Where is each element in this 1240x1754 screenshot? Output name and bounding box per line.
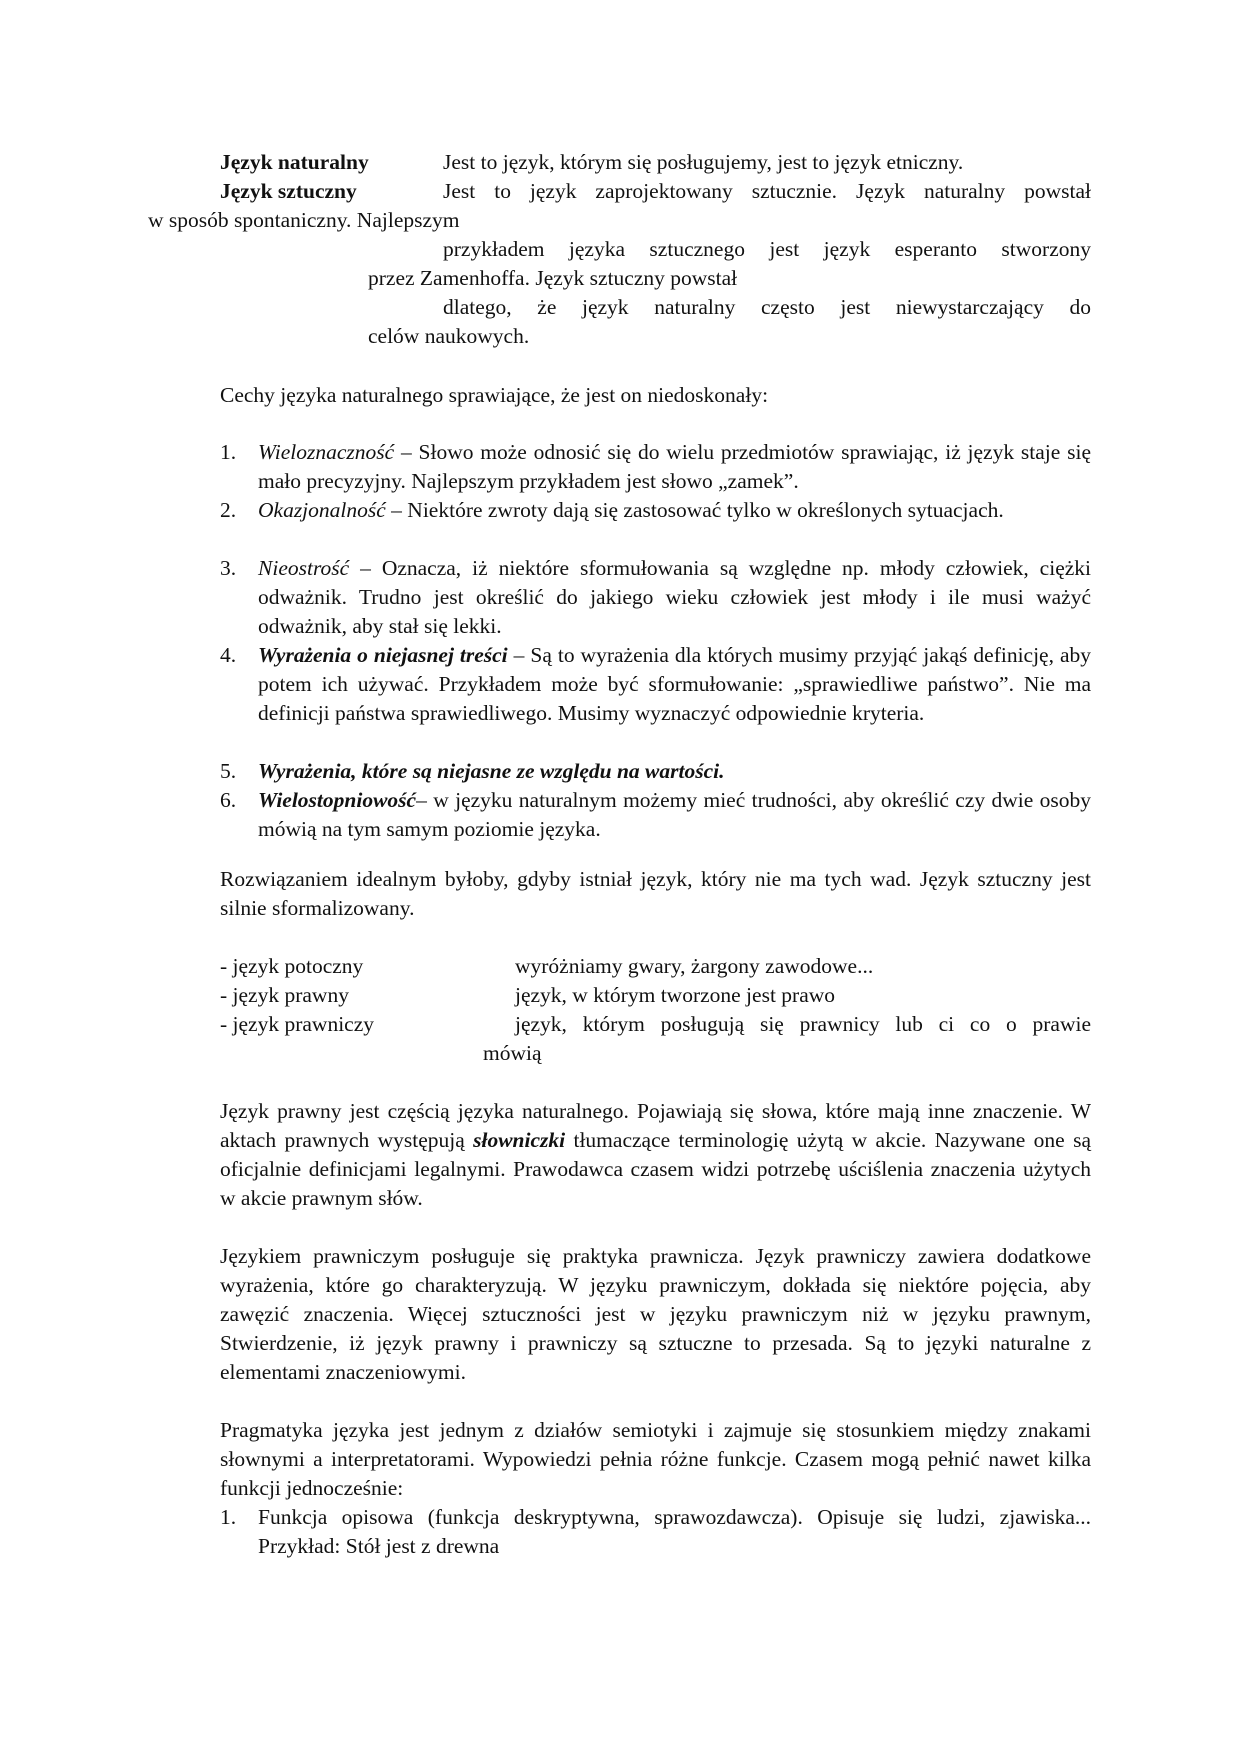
feature-number: 2. xyxy=(220,498,237,522)
feature-text: – Słowo może odnosić się do wielu przedmiotów sprawiając, iż język staje się mało precyzyjny. Najlepszym przykładem jest słowo „zamek”. xyxy=(258,440,1091,493)
definition-artificial-line-4: przez Zamenhoffa. Język sztuczny powstał xyxy=(368,266,738,290)
kind-desc: język, w którym tworzone jest prawo xyxy=(515,983,836,1007)
solution-paragraph: Rozwiązaniem idealnym byłoby, gdyby istniał język, który nie ma tych wad. Język sztuczny jest silnie sformalizowany. xyxy=(220,867,1091,920)
definition-artificial-line-2: w sposób spontaniczny. Najlepszym xyxy=(148,208,460,232)
feature-number: 4. xyxy=(220,643,237,667)
pragmatics-paragraph: Pragmatyka języka jest jednym z działów semiotyki i zajmuje się stosunkiem między znakami słownymi a interpretatorami. Wypowiedzi pełnia różne funkcje. Czasem mogą pełnić nawet kilka funkcji jednocześnie: xyxy=(220,1418,1091,1500)
feature-term: Wielostopniowość xyxy=(258,788,417,812)
kind-name: - język potoczny xyxy=(220,954,364,978)
feature-number: 6. xyxy=(220,788,237,812)
feature-number: 5. xyxy=(220,759,237,783)
feature-text: – Oznacza, iż niektóre sformułowania są względne np. młody człowiek, ciężki odważnik. Trudno jest określić do jakiego wieku człowiek jest młody i ile musi ważyć odważnik, aby stał się lekki. xyxy=(258,556,1091,638)
feature-number: 3. xyxy=(220,556,237,580)
feature-term: Wyrażenia o niejasnej treści xyxy=(258,643,508,667)
kind-desc: wyróżniamy gwary, żargony zawodowe... xyxy=(515,954,874,978)
feature-item xyxy=(258,496,1091,525)
feature-term: Okazjonalność xyxy=(258,498,386,522)
feature-term: Wyrażenia, które są niejasne ze względu na wartości. xyxy=(258,759,725,783)
feature-text: – Są to wyrażenia dla których musimy przyjąć jakąś definicję, aby potem ich używać. Przykładem może być sformułowanie: „sprawiedliwe państwo”. Nie ma definicji państwa sprawiedliwego. Musimy wyznaczyć odpowiednie kryteria. xyxy=(258,643,1091,725)
kind-name: - język prawny xyxy=(220,983,349,1007)
kind-name: - język prawniczy xyxy=(220,1012,375,1036)
legal-text-before: Język prawny jest częścią języka naturalnego. Pojawiają się słowa, które mają inne znaczenie. W aktach prawnych występują xyxy=(220,1099,1091,1152)
feature-item xyxy=(258,757,1091,786)
feature-number: 1. xyxy=(220,440,237,464)
features-intro: Cechy języka naturalnego sprawiające, że jest on niedoskonały: xyxy=(220,383,769,407)
term-artificial-language: Język sztuczny xyxy=(220,179,357,203)
legal-language-paragraph xyxy=(220,1097,1091,1213)
feature-text: – w języku naturalnym możemy mieć trudności, aby określić czy dwie osoby mówią na tym samym poziomie języka. xyxy=(258,788,1091,841)
definition-artificial-line-6: celów naukowych. xyxy=(368,324,530,348)
legal-text-italic: słowniczki xyxy=(473,1128,566,1152)
definition-artificial-line-1: Jest to język zaprojektowany sztucznie. Język naturalny powstał xyxy=(443,179,1091,203)
legal-text-after: tłumaczące terminologię użytą w akcie. Nazywane one są oficjalnie definicjami legalnymi. Prawodawca czasem widzi potrzebę uściślenia znaczenia użytych w akcie prawnym słów. xyxy=(220,1128,1091,1210)
function-number: 1. xyxy=(220,1505,237,1529)
feature-item xyxy=(258,438,1091,496)
feature-item xyxy=(258,786,1091,844)
feature-text: – Niektóre zwroty dają się zastosować tylko w określonych sytuacjach. xyxy=(385,498,1004,522)
kind-desc: język, którym posługują się prawnicy lub ci co o prawie xyxy=(515,1012,1091,1036)
feature-term: Wieloznaczność xyxy=(258,440,395,464)
definition-natural-language: Jest to język, którym się posługujemy, jest to język etniczny. xyxy=(443,150,964,174)
function-item: Funkcja opisowa (funkcja deskryptywna, sprawozdawcza). Opisuje się ludzi, zjawiska... Przykład: Stół jest z drewna xyxy=(258,1505,1091,1558)
feature-term: Nieostrość xyxy=(258,556,350,580)
feature-item xyxy=(258,554,1091,641)
feature-item xyxy=(258,641,1091,728)
term-natural-language: Język naturalny xyxy=(220,150,369,174)
lawyer-language-paragraph: Językiem prawniczym posługuje się praktyka prawnicza. Język prawniczy zawiera dodatkowe wyrażenia, które go charakteryzują. W języku prawniczym, dokłada się niektóre pojęcia, aby zawęzić znaczenia. Więcej sztuczności jest w języku prawniczym niż w języku prawnym, Stwierdzenie, iż język prawny i prawniczy są sztuczne to przesada. Są to języki naturalne z elementami znaczeniowymi. xyxy=(220,1244,1091,1384)
kind-desc-continued: mówią xyxy=(483,1041,542,1065)
definition-artificial-line-5: dlatego, że język naturalny często jest niewystarczający do xyxy=(443,295,1091,319)
definition-artificial-line-3: przykładem języka sztucznego jest język esperanto stworzony xyxy=(443,237,1091,261)
